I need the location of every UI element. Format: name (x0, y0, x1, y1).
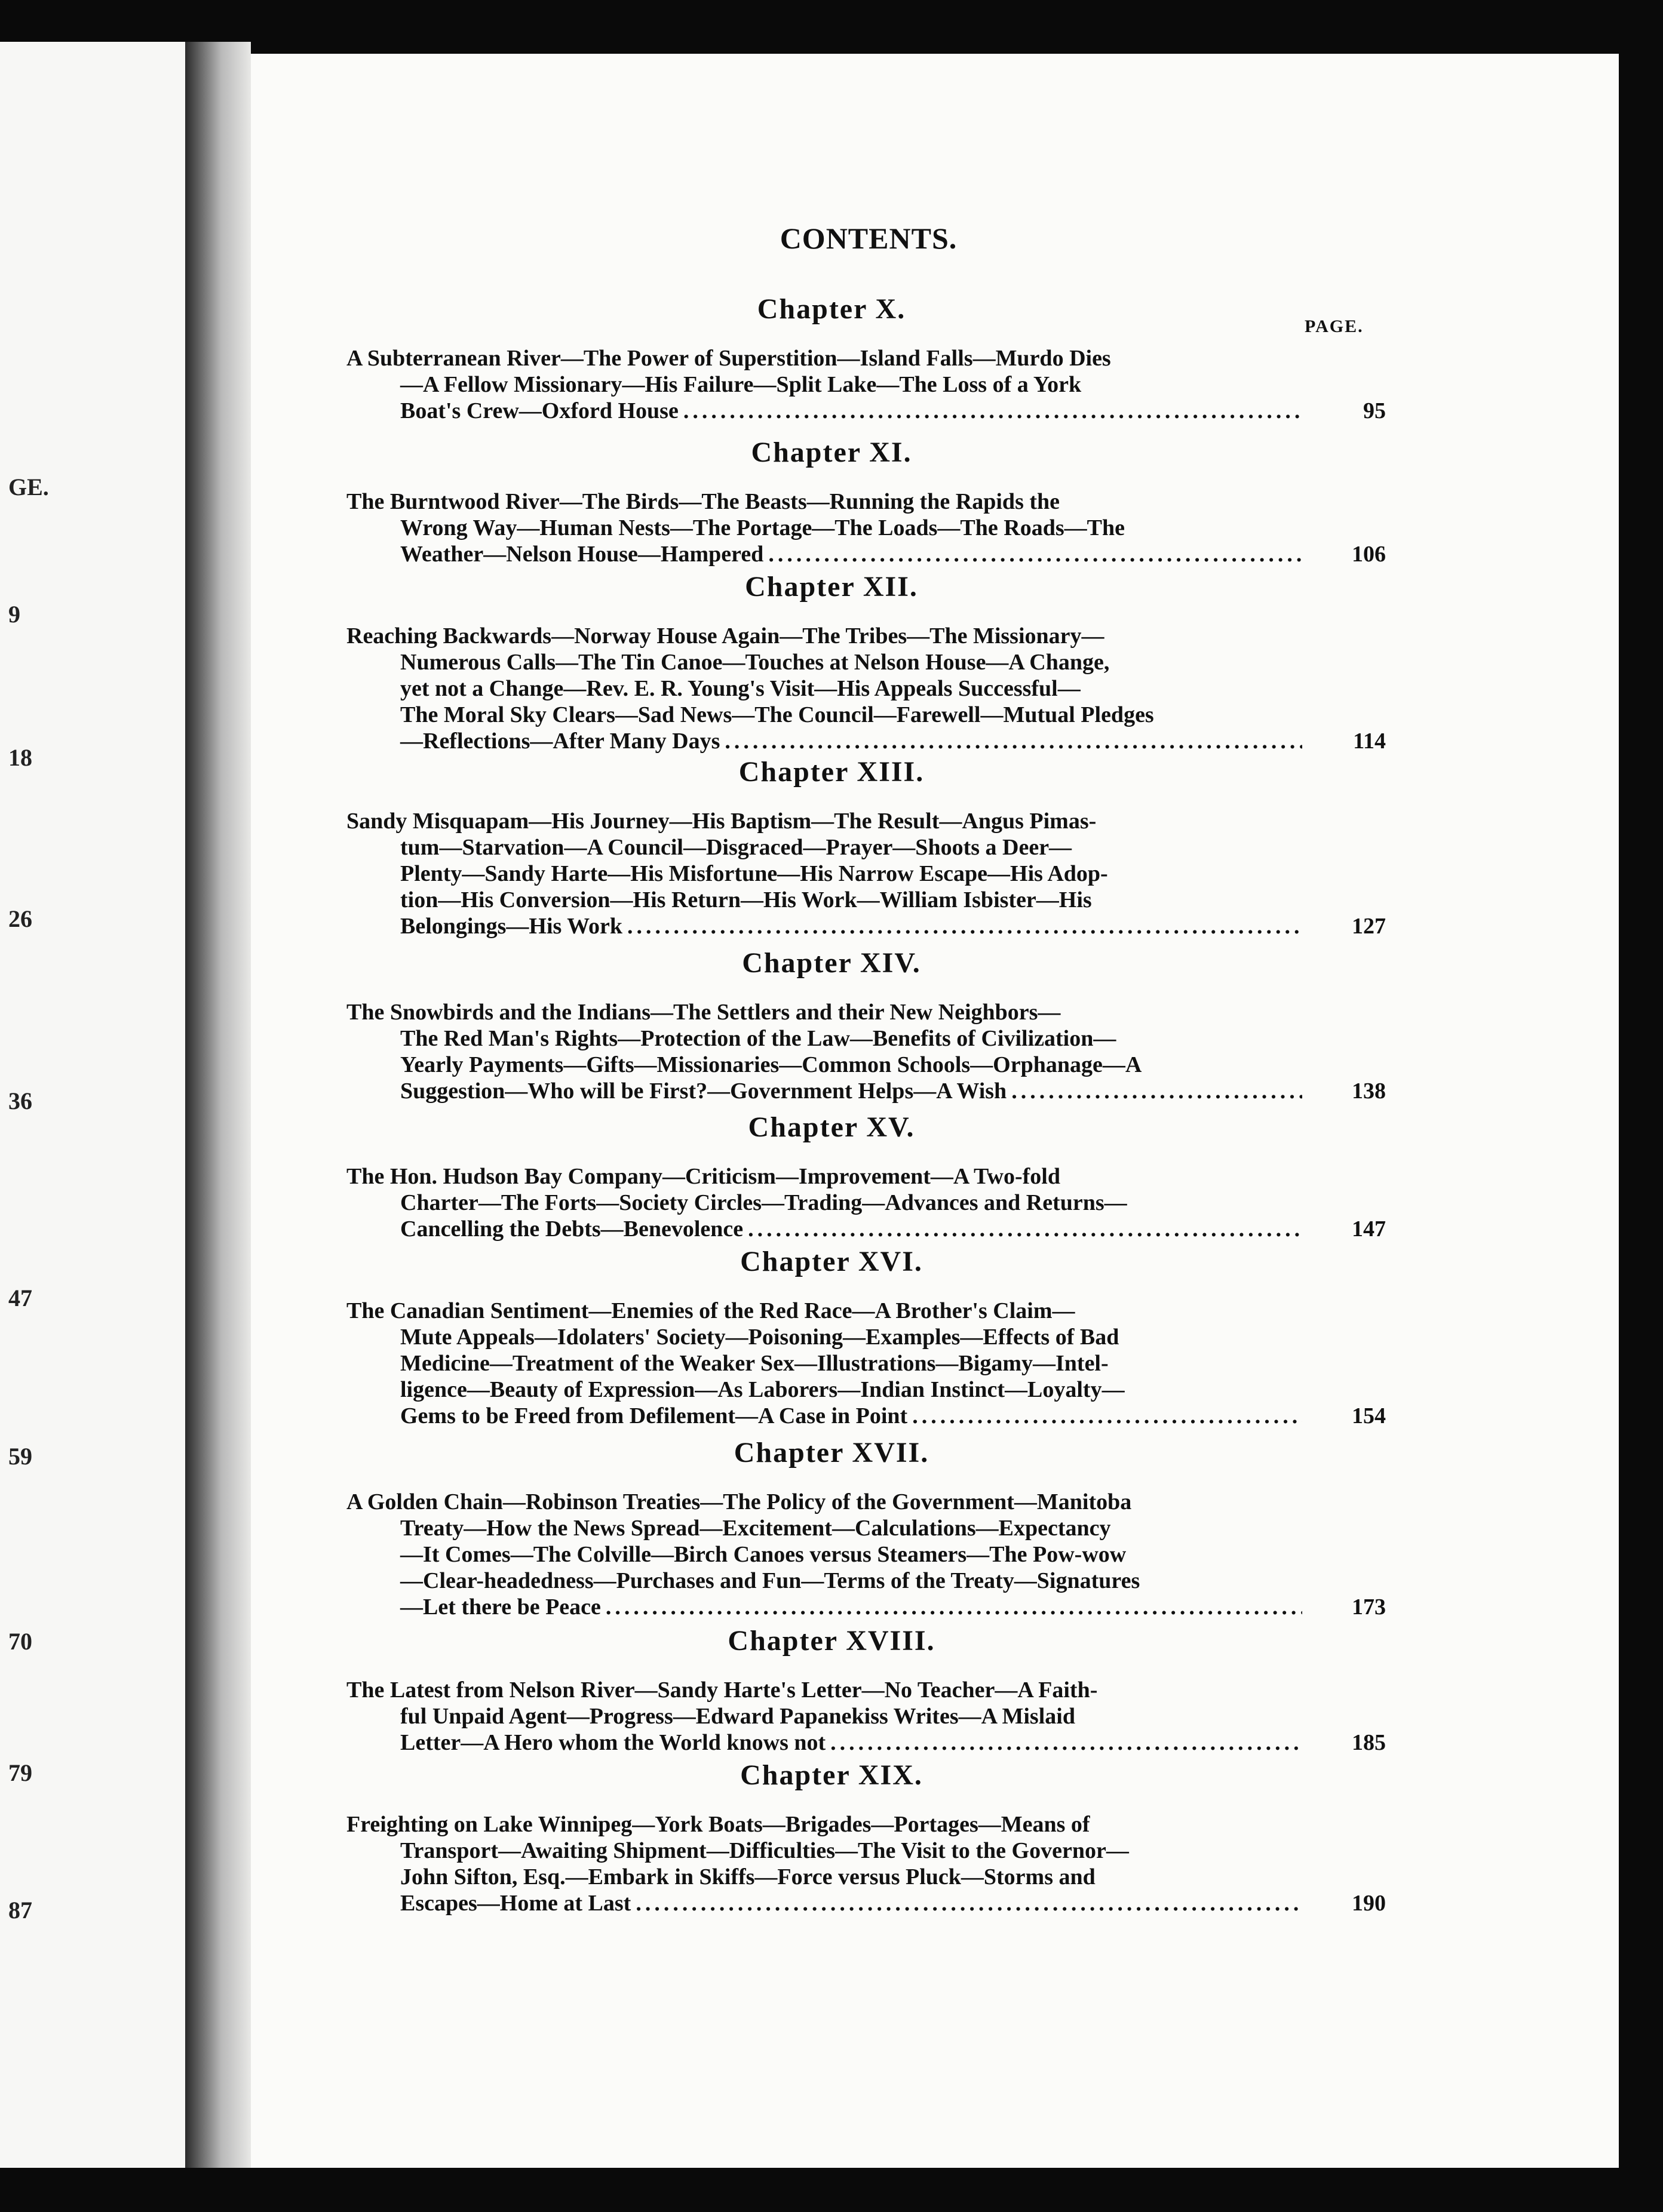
chapter-heading: Chapter XVIII. (728, 1625, 935, 1657)
chapter-synopsis (346, 808, 1302, 939)
facing-page-number: 36 (8, 1087, 32, 1114)
dot-leader (830, 1729, 1302, 1756)
synopsis-line: Treaty—How the News Spread—Excitement—Calculations—Expectancy (400, 1516, 1111, 1541)
dot-leader (606, 1594, 1302, 1620)
chapter-synopsis (346, 623, 1302, 754)
synopsis-line: The Latest from Nelson River—Sandy Harte's Letter—No Teacher—A Faith- (346, 1678, 1098, 1703)
facing-page-number: 87 (8, 1897, 32, 1924)
synopsis-line: The Snowbirds and the Indians—The Settlers and their New Neighbors— (346, 1000, 1061, 1025)
synopsis-line: —Reflections—After Many Days (400, 729, 720, 754)
chapter-heading: Chapter XI. (751, 437, 912, 468)
chapter-synopsis (346, 1811, 1302, 1916)
synopsis-line: The Hon. Hudson Bay Company—Criticism—Improvement—A Two-fold (346, 1164, 1060, 1189)
page-number: 114 (1353, 729, 1386, 754)
chapter-heading: Chapter XIV. (742, 947, 921, 979)
synopsis-line: Charter—The Forts—Society Circles—Trading—Advances and Returns— (400, 1190, 1127, 1215)
synopsis-line: Cancelling the Debts—Benevolence (400, 1216, 744, 1242)
synopsis-line: Plenty—Sandy Harte—His Misfortune—His Narrow Escape—His Adop- (400, 861, 1108, 886)
synopsis-line: tum—Starvation—A Council—Disgraced—Prayer—Shoots a Deer— (400, 835, 1072, 860)
book-spine-shadow (185, 42, 251, 2168)
chapter-heading: Chapter X. (757, 293, 906, 325)
facing-page-number: 70 (8, 1628, 32, 1655)
facing-page-number: 26 (8, 905, 32, 932)
synopsis-line: yet not a Change—Rev. E. R. Young's Visit—His Appeals Successful— (400, 676, 1081, 701)
chapter-heading: Chapter XV. (748, 1111, 915, 1143)
synopsis-line: —Clear-headedness—Purchases and Fun—Terms of the Treaty—Signatures (400, 1568, 1140, 1593)
facing-page-number: 59 (8, 1443, 32, 1470)
facing-page-heading-fragment: GE. (8, 474, 49, 500)
synopsis-line: The Red Man's Rights—Protection of the Law—Benefits of Civilization— (400, 1026, 1116, 1051)
synopsis-line: Sandy Misquapam—His Journey—His Baptism—The Result—Angus Pimas- (346, 809, 1097, 834)
synopsis-line: Numerous Calls—The Tin Canoe—Touches at Nelson House—A Change, (400, 650, 1110, 675)
facing-page-number: 9 (8, 601, 20, 628)
synopsis-line: Reaching Backwards—Norway House Again—The Tribes—The Missionary— (346, 623, 1104, 649)
synopsis-line: Transport—Awaiting Shipment—Difficulties—The Visit to the Governor— (400, 1838, 1129, 1863)
facing-page-number: 79 (8, 1759, 32, 1786)
dot-leader (768, 541, 1302, 567)
synopsis-line: A Subterranean River—The Power of Superstition—Island Falls—Murdo Dies (346, 346, 1111, 371)
facing-page-number: 47 (8, 1285, 32, 1311)
chapter-heading: Chapter XIX. (740, 1759, 923, 1791)
page-column-label: PAGE. (1305, 317, 1364, 336)
chapter-synopsis (346, 1489, 1302, 1620)
chapter-heading: Chapter XVI. (740, 1246, 923, 1277)
dot-leader (627, 913, 1302, 939)
synopsis-line: Wrong Way—Human Nests—The Portage—The Loads—The Roads—The (400, 515, 1125, 540)
page-number: 106 (1352, 542, 1386, 567)
page-title: CONTENTS. (780, 222, 958, 255)
dot-leader (1011, 1078, 1302, 1104)
dot-leader (683, 398, 1302, 424)
page-number: 173 (1352, 1595, 1386, 1620)
page-number: 138 (1352, 1079, 1386, 1104)
synopsis-line: —It Comes—The Colville—Birch Canoes versus Steamers—The Pow-wow (400, 1542, 1127, 1567)
synopsis-line: Freighting on Lake Winnipeg—York Boats—Brigades—Portages—Means of (346, 1812, 1090, 1837)
synopsis-line: Escapes—Home at Last (400, 1891, 631, 1916)
dot-leader (912, 1403, 1302, 1429)
synopsis-line: —Let there be Peace (400, 1595, 601, 1620)
synopsis-line: Gems to be Freed from Defilement—A Case in Point (400, 1403, 908, 1428)
page-number: 95 (1363, 398, 1386, 423)
page-number: 154 (1352, 1403, 1386, 1428)
synopsis-line: tion—His Conversion—His Return—His Work—William Isbister—His (400, 887, 1092, 913)
chapter-heading: Chapter XVII. (734, 1437, 929, 1468)
chapter-heading: Chapter XII. (745, 571, 918, 603)
synopsis-line: —A Fellow Missionary—His Failure—Split Lake—The Loss of a York (400, 372, 1082, 397)
page-number: 190 (1352, 1891, 1386, 1916)
facing-page (0, 42, 185, 2168)
page-number: 147 (1352, 1216, 1386, 1242)
synopsis-line: ful Unpaid Agent—Progress—Edward Papanekiss Writes—A Mislaid (400, 1704, 1075, 1729)
chapter-synopsis (346, 1677, 1302, 1756)
chapter-synopsis (346, 999, 1302, 1104)
chapter-synopsis (346, 345, 1302, 424)
synopsis-line: Medicine—Treatment of the Weaker Sex—Illustrations—Bigamy—Intel- (400, 1351, 1109, 1376)
synopsis-line: Belongings—His Work (400, 914, 623, 939)
synopsis-line: Letter—A Hero whom the World knows not (400, 1730, 826, 1755)
synopsis-line: A Golden Chain—Robinson Treaties—The Policy of the Government—Manitoba (346, 1489, 1132, 1514)
facing-page-number: 18 (8, 744, 32, 771)
synopsis-line: Suggestion—Who will be First?—Government Helps—A Wish (400, 1079, 1007, 1104)
synopsis-line: Mute Appeals—Idolaters' Society—Poisoning—Examples—Effects of Bad (400, 1325, 1119, 1350)
synopsis-line: The Moral Sky Clears—Sad News—The Council—Farewell—Mutual Pledges (400, 702, 1154, 727)
synopsis-line: John Sifton, Esq.—Embark in Skiffs—Force versus Pluck—Storms and (400, 1864, 1096, 1890)
synopsis-line: Boat's Crew—Oxford House (400, 398, 679, 423)
synopsis-line: The Canadian Sentiment—Enemies of the Red Race—A Brother's Claim— (346, 1298, 1075, 1323)
synopsis-line: The Burntwood River—The Birds—The Beasts—Running the Rapids the (346, 489, 1060, 514)
dot-leader (636, 1890, 1302, 1916)
dot-leader (748, 1216, 1302, 1242)
synopsis-line: ligence—Beauty of Expression—As Laborers—Indian Instinct—Loyalty— (400, 1377, 1125, 1402)
chapter-heading: Chapter XIII. (738, 756, 925, 788)
synopsis-line: Yearly Payments—Gifts—Missionaries—Common Schools—Orphanage—A (400, 1052, 1142, 1077)
chapter-synopsis (346, 1163, 1302, 1242)
dot-leader (725, 728, 1302, 754)
page-number: 127 (1352, 914, 1386, 939)
page-number: 185 (1352, 1730, 1386, 1755)
chapter-synopsis (346, 1298, 1302, 1429)
chapter-synopsis (346, 489, 1302, 567)
synopsis-line: Weather—Nelson House—Hampered (400, 542, 764, 567)
